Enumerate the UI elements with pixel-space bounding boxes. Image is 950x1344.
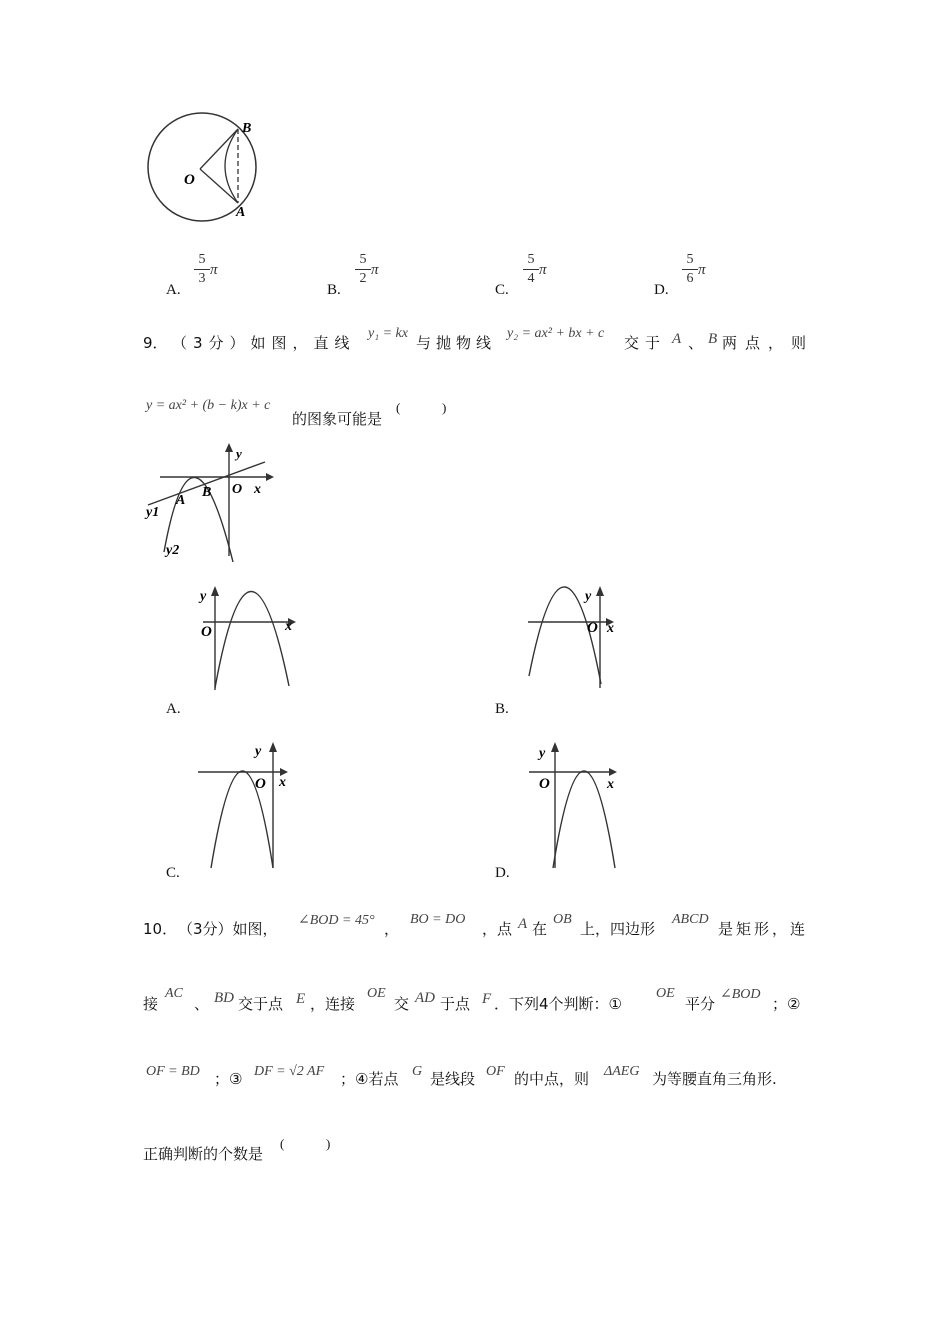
q10-eq-df-af: DF = √2 AF (254, 1064, 325, 1079)
q8-option-a-letter: A. (166, 282, 181, 298)
label-y: y (539, 746, 546, 761)
label-x: x (279, 775, 286, 790)
denominator: 6 (686, 271, 694, 286)
q10-paren-open: ( (280, 1136, 285, 1151)
q10-l3-c: 是线段 (430, 1070, 476, 1088)
q9-eq-parabola: y₂ = ax² + bx + c (507, 326, 605, 341)
q8-option-b-fraction (353, 252, 373, 287)
label-x: x (607, 621, 614, 636)
y-arrow (225, 443, 233, 452)
q10-eq-of-bd: OF = BD (146, 1064, 200, 1079)
q10-seg-oe: OE (367, 986, 386, 1001)
q10-l1-e: 上，四边形 (580, 920, 656, 938)
label-o: O (201, 624, 212, 640)
parabola (215, 591, 289, 688)
y-arrow (551, 742, 559, 752)
q10-l3-a: ；③ (214, 1070, 243, 1088)
q9-stem-part2: 与抛物线 (416, 334, 497, 352)
q9-main-label-a: A (176, 493, 186, 508)
label-o: O (255, 776, 266, 792)
label-x: x (285, 619, 292, 634)
denominator: 2 (359, 271, 367, 286)
q10-l3-d: 的中点，则 (514, 1070, 590, 1088)
q10-l2-g: ．下列4个判断：① (494, 995, 622, 1013)
q9-option-c-graph (195, 738, 305, 870)
q9-main-label-x: x (254, 482, 261, 497)
label-o: O (539, 776, 550, 792)
q10-l3-b: ；④若点 (340, 1070, 399, 1088)
q9-option-a-graph (195, 580, 305, 692)
q8-option-d-fraction (680, 252, 700, 287)
q9-paren-open: ( (396, 400, 401, 415)
q9-stem-part1: （3分）如图，直线 (172, 334, 356, 352)
label-y: y (585, 589, 592, 604)
pi-symbol: π (210, 262, 218, 278)
q10-abcd: ABCD (672, 912, 709, 927)
q9-point-a: A (672, 331, 682, 347)
q10-l2-h: 平分 (685, 995, 716, 1013)
numerator: 5 (359, 252, 367, 267)
q10-l1-d: 在 (532, 920, 548, 938)
q10-angle-bod-2: ∠BOD (720, 987, 761, 1002)
q9-main-label-o: O (232, 482, 243, 497)
q8-option-a-fraction (192, 252, 212, 287)
x-arrow (266, 473, 274, 481)
q10-paren-close: ) (326, 1136, 331, 1151)
q10-l1-f: 是矩形，连 (718, 920, 809, 938)
pi-symbol: π (539, 262, 547, 278)
q9-point-b: B (708, 331, 718, 347)
q10-angle-bod: ∠BOD = 45° (298, 913, 375, 928)
q9-main-label-y: y (236, 446, 242, 461)
q9-option-c-letter: C. (166, 865, 180, 881)
q10-point-f: F (482, 991, 492, 1007)
q8-label-o: O (184, 172, 195, 188)
q10-seg-ob: OB (553, 912, 572, 927)
q8-option-c-fraction (521, 252, 541, 287)
q9-question-text: 的图象可能是 (292, 410, 383, 428)
q10-l2-a: 接 (143, 995, 159, 1013)
y-arrow (211, 586, 219, 596)
q9-stem-part4: 两点，则 (722, 334, 815, 352)
q10-seg-ac: AC (165, 986, 183, 1001)
q8-radius-ob (200, 129, 238, 169)
numerator: 5 (527, 252, 535, 267)
numerator: 5 (198, 252, 206, 267)
label-x: x (607, 777, 614, 792)
y-arrow (596, 586, 604, 596)
q9-option-b-letter: B. (495, 701, 509, 717)
parabola (553, 771, 615, 868)
q8-label-a: A (236, 205, 246, 220)
q10-l2-b: 、 (194, 995, 210, 1013)
numerator: 5 (686, 252, 694, 267)
q10-point-g: G (412, 1064, 423, 1079)
q10-l2-c: 交于点 (238, 995, 284, 1013)
q10-l1-c: ，点 (482, 920, 513, 938)
q9-option-b-graph (525, 580, 635, 692)
q8-label-b: B (242, 121, 252, 136)
q9-eq-combined: y = ax² + (b − k)x + c (146, 398, 271, 413)
q10-l1-b: ， (384, 920, 400, 938)
q9-main-label-y2: y2 (166, 543, 180, 558)
q10-l3-e: 为等腰直角三角形. (652, 1070, 777, 1088)
x-arrow (609, 768, 617, 776)
label-o: O (587, 620, 598, 636)
q9-option-d-letter: D. (495, 865, 510, 881)
q8-radius-oa (200, 169, 238, 203)
q9-eq-line: y₁ = kx (368, 326, 408, 341)
q10-l2-i: ；② (772, 995, 801, 1013)
label-y: y (200, 589, 207, 604)
q9-option-d-graph (525, 738, 635, 870)
q9-main-label-b: B (202, 485, 212, 500)
denominator: 3 (198, 271, 206, 286)
q10-l2-e: 交 (394, 995, 410, 1013)
q9-paren-close: ) (442, 400, 447, 415)
q10-eq-bo-do: BO = DO (410, 912, 466, 927)
q9-sep: 、 (688, 334, 704, 352)
q10-triangle-aeg: ΔAEG (604, 1064, 640, 1079)
q8-circle-figure (140, 112, 280, 227)
q10-number: 10． (143, 920, 178, 938)
q8-option-d-letter: D. (654, 282, 669, 298)
pi-symbol: π (698, 262, 706, 278)
q10-seg-bd: BD (214, 990, 234, 1006)
q10-l4-text: 正确判断的个数是 (143, 1145, 264, 1163)
pi-symbol: π (371, 262, 379, 278)
q10-seg-of: OF (486, 1064, 505, 1079)
q10-l1-a: （3分）如图， (178, 920, 278, 938)
q9-number: 9． (143, 334, 168, 352)
q10-l2-f: 于点 (440, 995, 471, 1013)
denominator: 4 (527, 271, 535, 286)
y-arrow (269, 742, 277, 752)
q10-point-a: A (518, 916, 528, 932)
q9-main-label-y1: y1 (146, 505, 160, 520)
q10-seg-oe-2: OE (656, 986, 675, 1001)
q10-l2-d: ，连接 (310, 995, 356, 1013)
q8-option-b-letter: B. (327, 282, 341, 298)
q9-main-figure (140, 440, 280, 562)
q9-option-a-letter: A. (166, 701, 181, 717)
q10-point-e: E (296, 991, 306, 1007)
q8-option-c-letter: C. (495, 282, 509, 298)
label-y: y (255, 744, 262, 759)
q9-stem-part3: 交于 (624, 334, 667, 352)
q10-seg-ad: AD (415, 990, 435, 1006)
